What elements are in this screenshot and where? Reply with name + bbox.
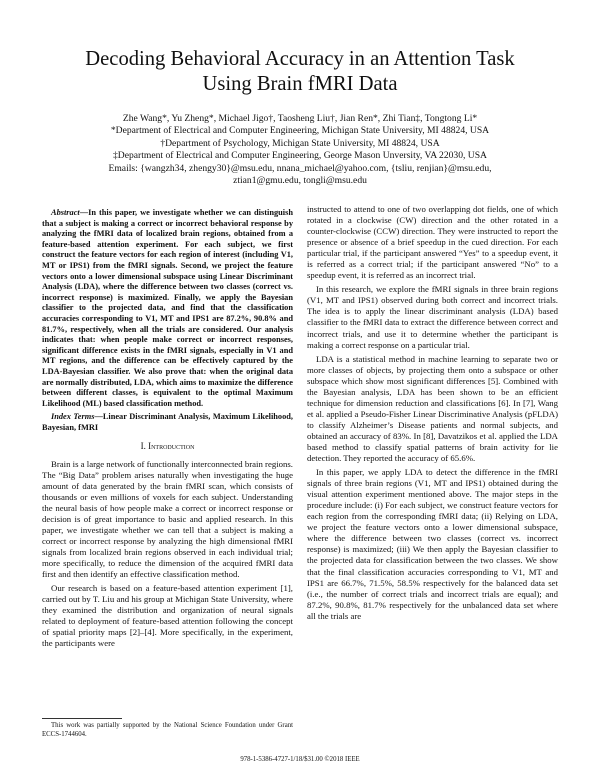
right-column xyxy=(307,204,558,622)
title-line-1: Decoding Behavioral Accuracy in an Attention Task xyxy=(85,48,515,70)
emails-line-2: ztian1@gmu.edu, tongli@msu.edu xyxy=(233,175,367,187)
right-paragraph-4: In this paper, we apply LDA to detect the difference in the fMRI signals of three brain regions (V1, MT and IPS1) obtained during the visual attention experiment mentioned above. The major steps in the procedure include: (i) For each subject, we construct feature vectors for each region from the corresponding fMRI data; (ii) Relying on LDA, we project the feature vectors onto a lower dimensional subspace, where the difference between two classes (correct vs. incorrect response) is maximized; (iii) We then apply the Bayesian classifier to the projected data for classification between the two classes. We show that the final classification accuracies corresponding to V1, MT and IPS1 are 66.7%, 71.5%, 58.5% respectively for the balanced data set (i.e., the number of correct trials and incorrect trials are equal); and 87.2%, 90.8%, 81.7% respectively for the unbalanced data set where all the trials are xyxy=(307,467,558,621)
abstract-label: Abstract xyxy=(51,208,80,217)
intro-paragraph-2: Our research is based on a feature-based attention experiment [1], carried out by T. Liu and his group at Michigan State University, where they examined the distribution and organization of neural signals related to deployment of feature-based attention following the concept of spatial priority maps [2]–[4]. More specifically, in the experiment, the participants were xyxy=(42,583,293,649)
right-paragraph-3: LDA is a statistical method in machine learning to separate two or more classes of objects, by projecting them onto a subspace or other subspace which show most significant differences [5]. Combined with the Bayesian analysis, LDA has been shown to be an efficient technique for dimension reduction and classifications [6]. In [7], Wang et al. applied a Pseudo-Fisher Linear Discriminative Analysis (pFLDA) to classify Alzheimer’s Disease patients and normal subjects, and obtained an accuracy of 83%. In [8], Davatzikos et al. applied the LDA based method to classify spatial patterns of brain activity for lie detection. They reported the accuracy of 65.6%. xyxy=(307,353,558,464)
intro-paragraph-1: Brain is a large network of functionally interconnected brain regions. The “Big Data” problem arises naturally when investigating the huge amount of data generated by the brain fMRI scan, which consists of thousands or even millions of voxels for each subject. Understanding the neural basis of how people make a correct or incorrect response or decision is of great importance to basic and applied research. In this paper, we investigate whether we can tell that a subject is making a correct or incorrect response by analyzing the high dimensional fMRI signals from localized brain regions observed in each individual trial; more specifically, to reduce the dimension of the acquired fMRI data first and then identify an effective classification method. xyxy=(42,458,293,579)
section-heading-introduction: I. Introduction xyxy=(140,441,195,452)
affiliation-3: ‡Department of Electrical and Computer Engineering, George Mason Unversity, VA 22030, USA xyxy=(113,150,487,162)
title-line-2: Using Brain fMRI Data xyxy=(202,73,398,95)
emails-line-1: Emails: {wangzh34, zhengy30}@msu.edu, nnana_michael@yahoo.com, {tsliu, renjian}@msu.edu, xyxy=(108,162,492,174)
copyright-footer: 978-1-5386-4727-1/18/$31.00 ©2018 IEEE xyxy=(240,756,360,763)
paper-title xyxy=(40,47,560,97)
abstract-text: —In this paper, we investigate whether we can distinguish that a subject is making a correct or incorrect behavioral response by analyzing the fMRI data of localized brain regions, obtained from a feature-based attention experiment. For each subject, we first construct the feature vectors for each region of interest (including V1, MT or IPS1) from the fMRI signals. Second, we project the feature vectors onto a lower dimensional subspace using Linear Discriminant Analysis (LDA), where the difference between two classes (correct vs. incorrect response) is maximized. Finally, we apply the Bayesian classifier to the projected data, and find that the classification accuracies corresponding to V1, MT and IPS1 are 87.2%, 90.8% and 81.7%, respectively, when all the trials are considered. Our analysis indicates that: when people make correct or incorrect responses, significant difference exists in the fMRI signals, especially in V1 and MT regions, and the difference can be effectively captured by the LDA-Bayesian classifier. We also prove that: when the original data are normally distributed, LDA, which aims to maximize the difference between different classes, is equivalent to the optimal Maximum Likelihood (ML) based classification method. xyxy=(42,208,293,408)
funding-footnote: This work was partially supported by the National Science Foundation under Grant ECCS-1744604. xyxy=(42,722,293,738)
left-column xyxy=(42,208,293,649)
index-terms xyxy=(42,412,293,433)
index-terms-text: —Linear Discriminant Analysis, Maximum Likelihood, Bayesian, fMRI xyxy=(42,412,294,432)
affiliation-2: †Department of Psychology, Michigan State University, MI 48824, USA xyxy=(160,137,440,149)
right-paragraph-1: instructed to attend to one of two overlapping dot fields, one of which rotated in a clockwise (CW) direction and the other rotated in a counter-clockwise (CCW) direction. They were instructed to report the presence or absence of a brief speedup in the cued direction. For each particular trial, if the participant answered “Yes” to a speedup event, it is referred as a correct trial; if the participant answered “No” to a speedup event, it is referred as an incorrect trial. xyxy=(307,204,558,281)
affiliation-1: *Department of Electrical and Computer Engineering, Michigan State University, MI 48824, USA xyxy=(110,125,490,137)
author-block xyxy=(30,113,570,187)
index-terms-label: Index Terms xyxy=(51,412,95,422)
footnote-rule xyxy=(42,718,122,719)
abstract xyxy=(42,208,293,409)
author-names: Zhe Wang*, Yu Zheng*, Michael Jigo†, Taosheng Liu†, Jian Ren*, Zhi Tian‡, Tongtong Li* xyxy=(122,113,478,124)
right-paragraph-2: In this research, we explore the fMRI signals in three brain regions (V1, MT and IPS1) observed during both correct and incorrect trials. The idea is to apply the linear discriminant analysis (LDA) based classifier to the fMRI data to extract the difference between correct and incorrect trials, and use it to determine whether the participant is making a correct response on a particular trial. xyxy=(307,284,558,350)
